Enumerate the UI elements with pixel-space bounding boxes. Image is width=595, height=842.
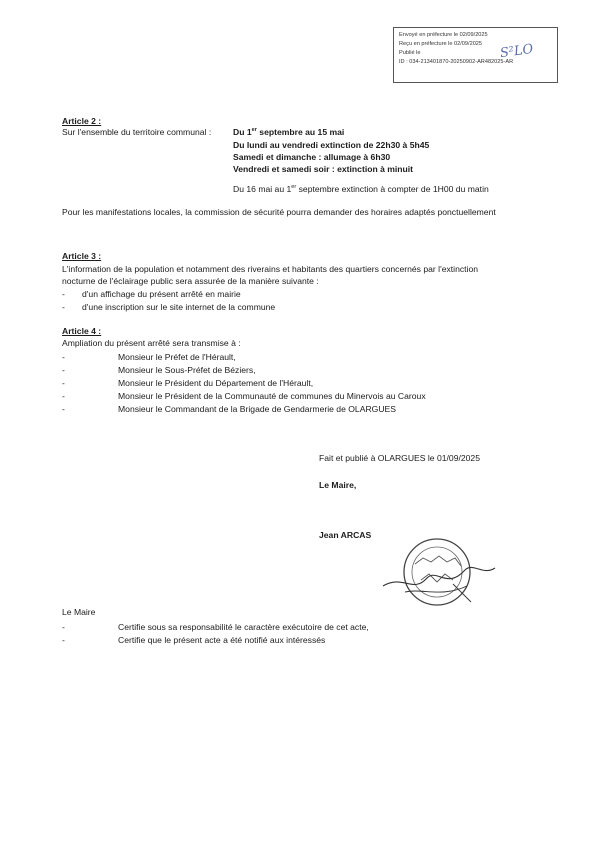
recipient-text: Monsieur le Président de la Communauté de communes du Minervois au Caroux	[118, 391, 426, 401]
done-at-line: Fait et publié à OLARGUES le 01/09/2025	[319, 453, 480, 463]
stamp-handwritten-mark: S²LO	[499, 41, 535, 62]
article-3-heading: Article 3 :	[62, 251, 102, 261]
article-4-recipient	[62, 378, 314, 390]
article-3-line-2: nocturne de l'éclairage public sera assurée de la manière suivante :	[62, 276, 319, 286]
recipient-text: Monsieur le Sous-Préfet de Béziers,	[118, 365, 256, 375]
recipient-dash: -	[62, 391, 65, 401]
mayor-name: Jean ARCAS	[319, 530, 372, 540]
article-4-heading: Article 4 :	[62, 326, 102, 336]
article-2-friday-saturday: Vendredi et samedi soir : extinction à minuit	[233, 164, 414, 174]
article-3-bullet-2	[62, 302, 275, 314]
article-2-intro: Sur l'ensemble du territoire communal :	[62, 127, 212, 137]
article-2-paragraph: Pour les manifestations locales, la commission de sécurité pourra demander des horaires adaptés ponctuellement	[62, 207, 496, 217]
certification-item	[62, 622, 369, 634]
certification-text: Certifie que le présent acte a été notifié aux intéressés	[118, 635, 326, 645]
recipient-dash: -	[62, 378, 65, 388]
article-3-bullet-1	[62, 289, 241, 301]
recipient-text: Monsieur le Préfet de l'Hérault,	[118, 352, 236, 362]
certification-heading: Le Maire	[62, 607, 96, 617]
certification-dash: -	[62, 622, 65, 632]
certification-dash: -	[62, 635, 65, 645]
stamp-published: Publié le	[399, 49, 421, 56]
article-2-period-2: Du 16 mai au 1er septembre extinction à compter de 1H00 du matin	[233, 184, 489, 194]
article-3-line-1: L'information de la population et notamment des riverains et habitants des quartiers concernés par l'extinction	[62, 264, 479, 274]
article-4-recipient	[62, 365, 256, 377]
recipient-dash: -	[62, 365, 65, 375]
recipient-dash: -	[62, 404, 65, 414]
certification-text: Certifie sous sa responsabilité le caractère exécutoire de cet acte,	[118, 622, 369, 632]
article-2-heading: Article 2 :	[62, 116, 102, 126]
article-4-recipient	[62, 352, 236, 364]
recipient-text: Monsieur le Président du Département de l'Hérault,	[118, 378, 314, 388]
article-4-recipient	[62, 391, 426, 403]
article-4-intro: Ampliation du présent arrêté sera transmise à :	[62, 338, 241, 348]
bullet-dash: -	[62, 302, 65, 312]
recipient-dash: -	[62, 352, 65, 362]
recipient-text: Monsieur le Commandant de la Brigade de Gendarmerie de OLARGUES	[118, 404, 397, 414]
article-2-weekday-hours: Du lundi au vendredi extinction de 22h30 à 5h45	[233, 140, 430, 150]
article-2-period-1: Du 1er septembre au 15 mai	[233, 127, 345, 137]
bullet-text: d'un affichage du présent arrêté en mairie	[82, 289, 241, 299]
certification-item	[62, 635, 326, 647]
article-4-recipient	[62, 404, 397, 416]
mairie-seal	[375, 528, 500, 608]
article-2-weekend-hours: Samedi et dimanche : allumage à 6h30	[233, 152, 391, 162]
stamp-received-date: Reçu en préfecture le 02/09/2025	[399, 40, 483, 47]
stamp-sent-date: Envoyé en préfecture le 02/09/2025	[399, 32, 488, 38]
bullet-text: d'une inscription sur le site internet de la commune	[82, 302, 276, 312]
stamp-id: ID : 034-213401870-20250902-AR482025-AR	[399, 58, 514, 65]
mayor-role: Le Maire,	[319, 480, 357, 490]
bullet-dash: -	[62, 289, 65, 299]
